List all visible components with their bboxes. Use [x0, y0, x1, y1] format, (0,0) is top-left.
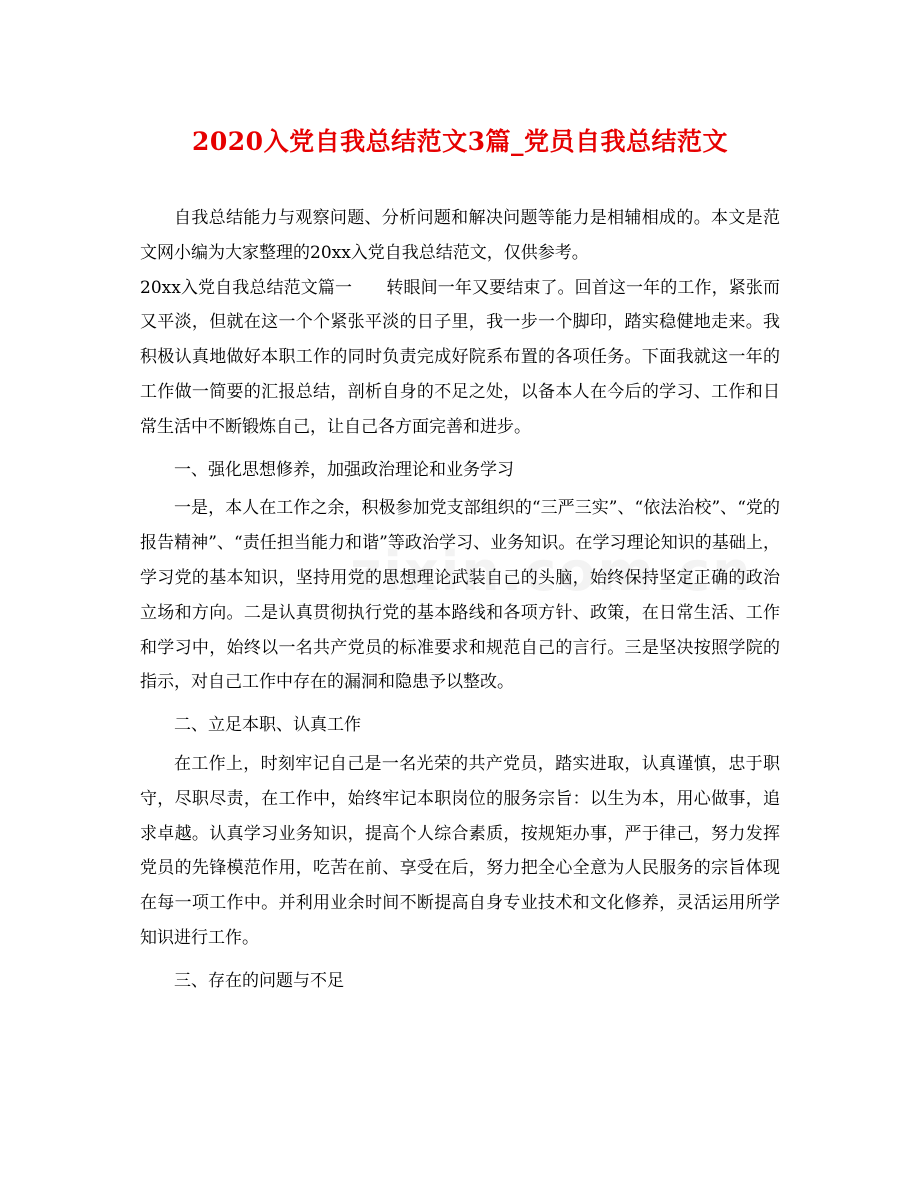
document-body	[140, 201, 780, 1003]
section-heading-three: 三、存在的问题与不足	[174, 970, 344, 991]
document-title: 2020入党自我总结范文3篇_党员自我总结范文	[192, 127, 728, 156]
section-heading-one: 一、强化思想修养，加强政治理论和业务学习	[174, 459, 514, 480]
section-one-paragraph: 一是，本人在工作之余，积极参加党支部组织的“三严三实”、“依法治校”、“党的报告精神”、“责任担当能力和谐”等政治学习、业务知识。在学习理论知识的基础上，学习党的基本知识，坚持用党的思想理论武装自己的头脑，始终保持坚定正确的政治立场和方向。二是认真贯彻执行党的基本路线和各项方针、政策，在日常生活、工作和学习中，始终以一名共产党员的标准要求和规范自己的言行。三是坚决按照学院的指示，对自己工作中存在的漏洞和隐患予以整改。	[140, 498, 780, 693]
section-heading-two: 二、立足本职、认真工作	[174, 715, 361, 736]
intro-paragraph: 自我总结能力与观察问题、分析问题和解决问题等能力是相辅相成的。本文是范文网小编为大家整理的20xx入党自我总结范文，仅供参考。	[140, 208, 780, 263]
article-one-paragraph: 20xx入党自我总结范文篇一 转眼间一年又要结束了。回首这一年的工作，紧张而又平淡，但就在这一个个紧张平淡的日子里，我一步一个脚印，踏实稳健地走来。我积极认真地做好本职工作的同时负责完成好院系布置的各项任务。下面我就这一年的工作做一简要的汇报总结，剖析自身的不足之处，以备本人在今后的学习、工作和日常生活中不断锻炼自己，让自己各方面完善和进步。	[140, 277, 780, 437]
section-two-paragraph: 在工作上，时刻牢记自己是一名光荣的共产党员，踏实进取，认真谨慎，忠于职守，尽职尽责，在工作中，始终牢记本职岗位的服务宗旨：以生为本，用心做事，追求卓越。认真学习业务知识，提高个人综合素质，按规矩办事，严于律己，努力发挥党员的先锋模范作用，吃苦在前、享受在后，努力把全心全意为人民服务的宗旨体现在每一项工作中。并利用业余时间不断提高自身专业技术和文化修养，灵活运用所学知识进行工作。	[140, 753, 780, 948]
